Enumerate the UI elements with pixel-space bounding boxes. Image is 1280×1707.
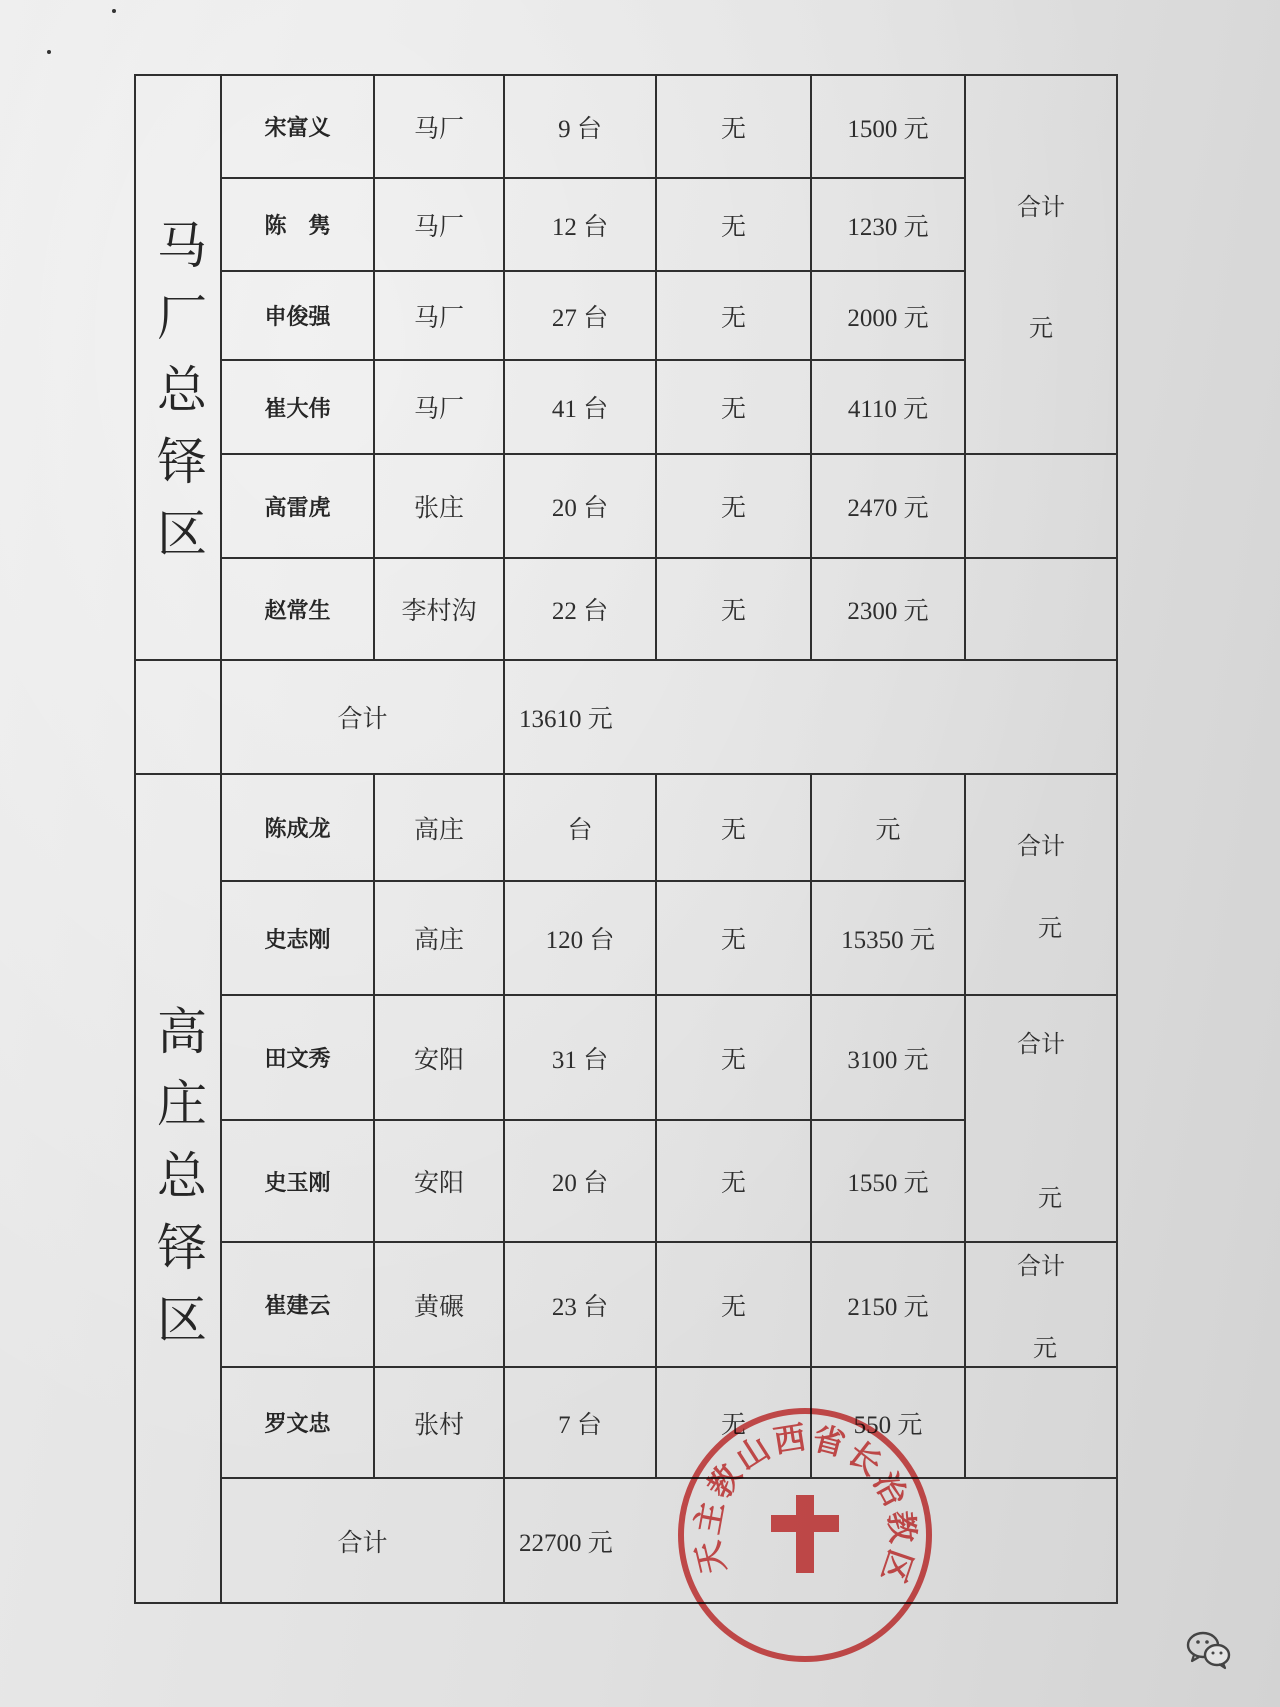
table-row — [135, 558, 1117, 660]
count-cell: 31 台 — [504, 995, 656, 1120]
status-cell: 无 — [656, 1242, 811, 1367]
count-cell: 7 台 — [504, 1367, 656, 1478]
region-cell — [135, 75, 221, 660]
subtotal-label: 合计 — [1017, 194, 1065, 221]
count-cell: 120 台 — [504, 881, 656, 995]
status-cell: 无 — [656, 995, 811, 1120]
place-cell: 安阳 — [374, 995, 504, 1120]
place-cell: 马厂 — [374, 360, 504, 454]
amount-cell: 2300 元 — [811, 558, 965, 660]
name-cell: 宋富义 — [221, 75, 374, 178]
place-cell: 马厂 — [374, 178, 504, 271]
count-cell: 22 台 — [504, 558, 656, 660]
status-cell: 无 — [656, 881, 811, 995]
subtotal-cell — [965, 75, 1117, 454]
status-cell: 无 — [656, 75, 811, 178]
total-row — [135, 660, 1117, 774]
subtotal-label: 合计 — [1017, 834, 1065, 860]
amount-cell: 1500 元 — [811, 75, 965, 178]
count-cell: 9 台 — [504, 75, 656, 178]
cross-icon — [771, 1495, 839, 1573]
amount-cell: 2150 元 — [811, 1242, 965, 1367]
name-cell: 申俊强 — [221, 271, 374, 360]
name-cell: 陈 隽 — [221, 178, 374, 271]
name-cell: 崔建云 — [221, 1242, 374, 1367]
name-cell: 赵常生 — [221, 558, 374, 660]
church-seal — [665, 1395, 945, 1675]
region-label: 马厂总铎区 — [150, 219, 206, 579]
amount-cell: 元 — [811, 774, 965, 881]
status-cell: 无 — [656, 178, 811, 271]
count-cell: 台 — [504, 774, 656, 881]
status-cell: 无 — [656, 1120, 811, 1242]
empty-subtotal-cell — [965, 558, 1117, 660]
table-row — [135, 75, 1117, 178]
place-cell: 安阳 — [374, 1120, 504, 1242]
total-value: 22700 元 — [504, 1478, 1117, 1603]
count-cell: 12 台 — [504, 178, 656, 271]
place-cell: 马厂 — [374, 75, 504, 178]
region-label: 高庄总铎区 — [150, 1005, 206, 1365]
place-cell: 高庄 — [374, 881, 504, 995]
subtotal-unit: 元 — [1033, 1336, 1057, 1362]
place-cell: 张村 — [374, 1367, 504, 1478]
table-row — [135, 995, 1117, 1120]
ink-speck — [112, 9, 116, 13]
name-cell: 史志刚 — [221, 881, 374, 995]
place-cell: 马厂 — [374, 271, 504, 360]
name-cell: 田文秀 — [221, 995, 374, 1120]
region-cell — [135, 774, 221, 1603]
name-cell: 崔大伟 — [221, 360, 374, 454]
table-row — [135, 1242, 1117, 1367]
place-cell: 黄碾 — [374, 1242, 504, 1367]
count-cell: 20 台 — [504, 454, 656, 558]
status-cell: 无 — [656, 774, 811, 881]
donation-table — [134, 74, 1118, 1604]
table-row — [135, 774, 1117, 881]
table-row — [135, 1367, 1117, 1478]
amount-cell: 3100 元 — [811, 995, 965, 1120]
total-label: 合计 — [221, 1478, 504, 1603]
subtotal-label: 合计 — [1017, 1032, 1065, 1058]
count-cell: 41 台 — [504, 360, 656, 454]
amount-cell: 1230 元 — [811, 178, 965, 271]
place-cell: 张庄 — [374, 454, 504, 558]
empty-region-cell — [135, 660, 221, 774]
empty-subtotal-cell — [965, 454, 1117, 558]
total-label: 合计 — [221, 660, 504, 774]
amount-cell: 2470 元 — [811, 454, 965, 558]
count-cell: 23 台 — [504, 1242, 656, 1367]
subtotal-cell — [965, 774, 1117, 995]
amount-cell: 1550 元 — [811, 1120, 965, 1242]
table-row — [135, 454, 1117, 558]
place-cell: 李村沟 — [374, 558, 504, 660]
amount-cell: 550 元 — [811, 1367, 965, 1478]
status-cell: 无 — [656, 271, 811, 360]
amount-cell: 2000 元 — [811, 271, 965, 360]
status-cell: 无 — [656, 454, 811, 558]
subtotal-unit: 元 — [1038, 1186, 1062, 1212]
status-cell: 无 — [656, 558, 811, 660]
name-cell: 高雷虎 — [221, 454, 374, 558]
subtotal-unit: 元 — [1029, 315, 1053, 342]
total-value: 13610 元 — [504, 660, 1117, 774]
status-cell: 无 — [656, 360, 811, 454]
status-cell: 无 — [656, 1367, 811, 1478]
name-cell: 史玉刚 — [221, 1120, 374, 1242]
wechat-icon — [1186, 1630, 1232, 1670]
amount-cell: 4110 元 — [811, 360, 965, 454]
subtotal-label: 合计 — [1017, 1254, 1065, 1280]
subtotal-cell — [965, 995, 1117, 1242]
amount-cell: 15350 元 — [811, 881, 965, 995]
name-cell: 罗文忠 — [221, 1367, 374, 1478]
place-cell: 高庄 — [374, 774, 504, 881]
name-cell: 陈成龙 — [221, 774, 374, 881]
subtotal-unit: 元 — [1038, 916, 1062, 942]
empty-subtotal-cell — [965, 1367, 1117, 1478]
count-cell: 27 台 — [504, 271, 656, 360]
total-row — [135, 1478, 1117, 1603]
seal-text: 天主教山西省长治教区 — [687, 1417, 922, 1588]
ink-speck — [47, 50, 51, 54]
subtotal-cell — [965, 1242, 1117, 1367]
count-cell: 20 台 — [504, 1120, 656, 1242]
